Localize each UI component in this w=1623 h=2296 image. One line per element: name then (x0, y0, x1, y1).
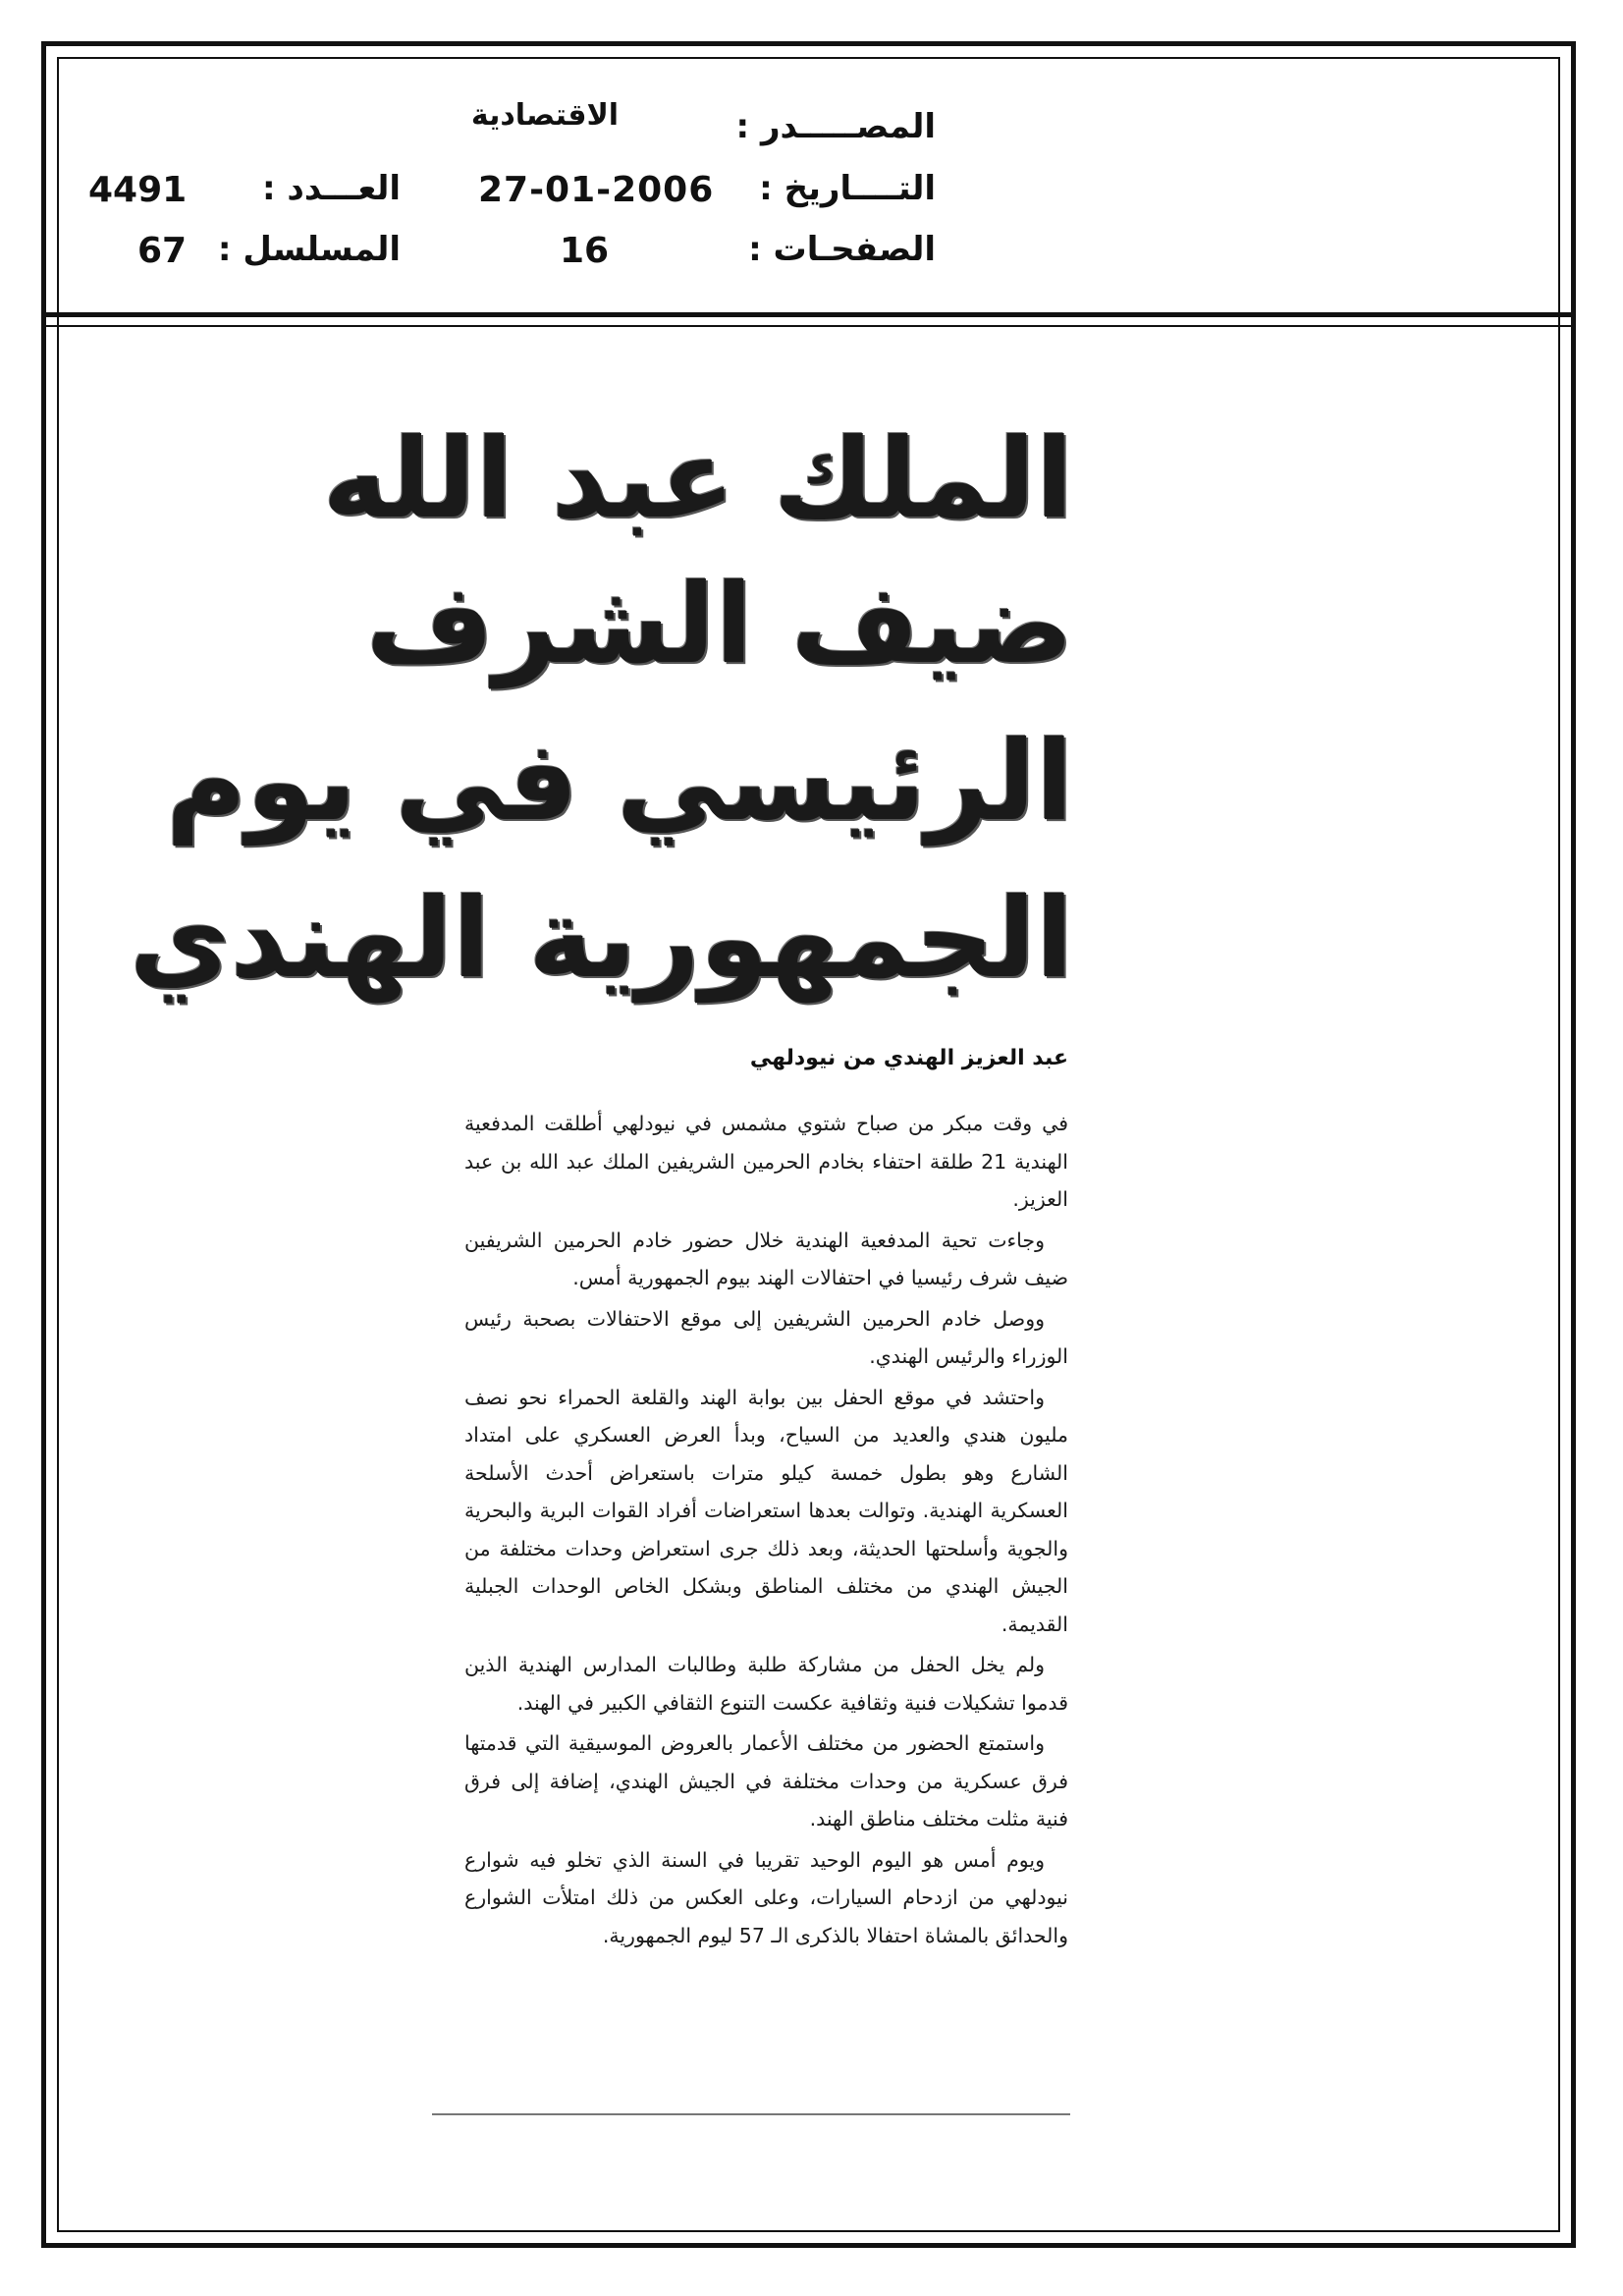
issue-value: 4491 (88, 170, 188, 210)
header-divider-thin (41, 325, 1576, 327)
article-byline: عبد العزيز الهندي من نيودلهي (749, 1046, 1068, 1070)
header-divider (41, 312, 1576, 317)
serial-label: المسلسل : (217, 230, 401, 269)
pages-label: الصفحـات : (748, 230, 936, 269)
headline-line-4: الجمهورية الهندي (129, 875, 1073, 1003)
article-paragraph: واحتشد في موقع الحفل بين بوابة الهند والقلعة الحمراء نحو نصف مليون هندي والعديد من السياح، وبدأ العرض العسكري على امتداد الشارع وهو بطول خمسة كيلو مترات باستعراض أحدث الأسلحة العسكرية الهندية. وتوالت بعدها استعراضات أفراد القوات البرية والبحرية والجوية وأسلحتها الحديثة، وبعد ذلك جرى استعراض وحدات مختلفة من الجيش الهندي من مختلف المناطق وبشكل الخاص الوحدات الجبلية القديمة. (464, 1385, 1068, 1636)
date-value: 27-01-2006 (478, 170, 715, 210)
article-paragraph: ولم يخل الحفل من مشاركة طلبة وطالبات المدارس الهندية الذين قدموا تشكيلات فنية وثقافية عكست التنوع الثقافي الكبير في الهند. (464, 1653, 1068, 1715)
headline-line-1: الملك عبد الله (322, 415, 1073, 543)
article-paragraph: ويوم أمس هو اليوم الوحيد تقريبا في السنة الذي تخلو فيه شوارع نيودلهي من ازدحام السيارات، وعلى العكس من ذلك امتلأت الشوارع والحدائق بالمشاة احتفالا بالذكرى الـ 57 ليوم الجمهورية. (464, 1847, 1068, 1947)
date-label: التــــاريخ : (759, 169, 936, 208)
source-label: المصـــــدر : (735, 107, 936, 146)
article-paragraph: ووصل خادم الحرمين الشريفين إلى موقع الاحتفالات بصحبة رئيس الوزراء والرئيس الهندي. (464, 1306, 1068, 1368)
issue-label: العـــدد : (262, 169, 401, 208)
article-paragraph: وجاءت تحية المدفعية الهندية خلال حضور خادم الحرمين الشريفين ضيف شرف رئيسيا في احتفالات الهند بيوم الجمهورية أمس. (464, 1228, 1068, 1289)
serial-value: 67 (137, 231, 188, 271)
headline-line-2: ضيف الشرف (365, 561, 1073, 688)
headline-line-3: الرئيسي في يوم (165, 718, 1073, 846)
article-paragraph: واستمتع الحضور من مختلف الأعمار بالعروض الموسيقية التي قدمتها فرق عسكرية من وحدات مختلفة في الجيش الهندي، إضافة إلى فرق فنية مثلت مختلف مناطق الهند. (464, 1731, 1068, 1831)
article-end-rule (432, 2113, 1070, 2115)
source-value: الاقتصادية (470, 98, 620, 133)
article-paragraph: في وقت مبكر من صباح شتوي مشمس في نيودلهي أطلقت المدفعية الهندية 21 طلقة احتفاء بخادم الحرمين الشريفين الملك عبد الله بن عبد العزيز. (464, 1112, 1068, 1211)
article-body (464, 1105, 1068, 1957)
pages-value: 16 (560, 231, 610, 271)
